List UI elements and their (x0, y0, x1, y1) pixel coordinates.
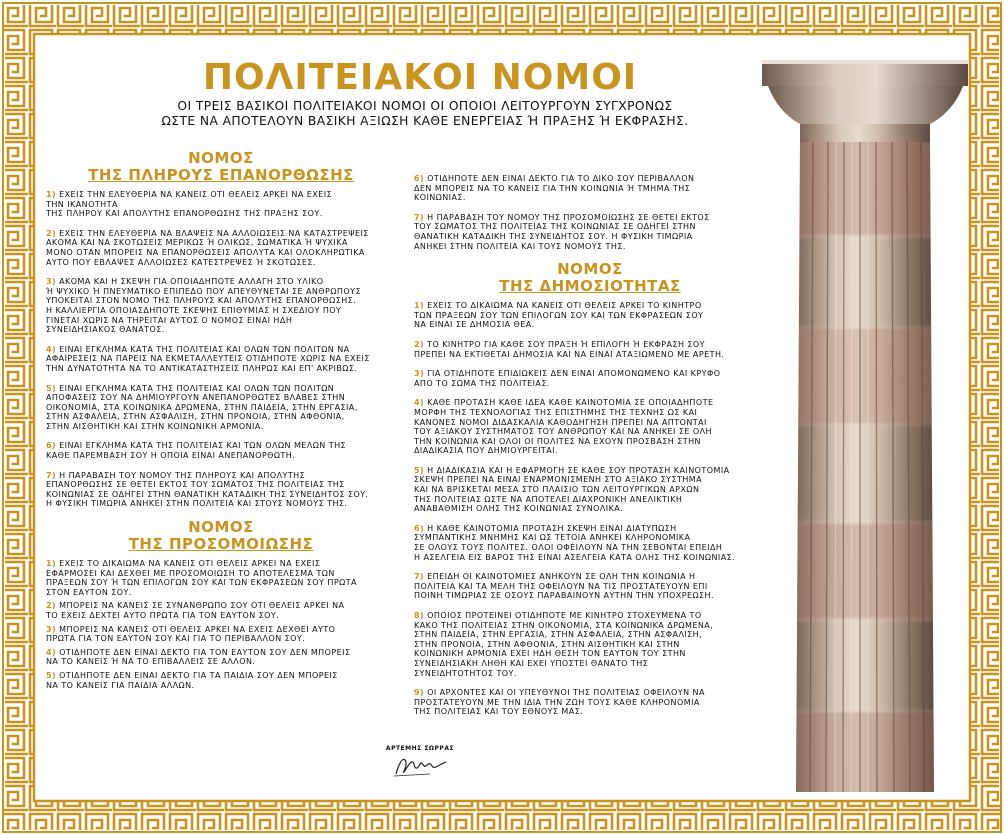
law-text-line: ΠΟΛΙΤΕΙΑ ΚΑΙ ΤΑ ΜΕΛΗ ΤΗΣ ΟΦΕΙΛΟΥΝ ΝΑ ΤΙΣ ΠΡΟΣΤΑΤΕΥΟΥΝ ΕΠΙ (414, 581, 708, 591)
law-text-line: ΚΟΙΝΩΝΙΑΣ ΣΕ ΟΔΗΓΕΙ ΣΤΗΝ ΘΑΝΑΤΙΚΗ ΚΑΤΑΔΙΚΗ ΤΗΣ ΣΥΝΕΙΔΗΤΟΣ ΣΟΥ. (46, 489, 369, 499)
law-text-line: ΠΡΕΠΕΙ ΝΑ ΕΚΤΙΘΕΤΑΙ ΔΗΜΟΣΙΑ ΚΑΙ ΝΑ ΕΙΝΑΙ ΑΤΑΞΙΩΜΕΝΟ ΜΕ ΑΡΕΤΗ. (414, 349, 725, 359)
law-number: 2) (46, 228, 57, 238)
law-text-line (414, 174, 766, 184)
law-number: 7) (46, 470, 57, 480)
law-number: 1) (46, 190, 57, 199)
law-text-line: ΟΙΚΟΝΟΜΙΑ, ΣΤΑ ΚΟΙΝΩΝΙΚΑ ΔΡΩΜΕΝΑ, ΣΤΗΝ ΠΑΙΔΕΙΑ, ΣΤΗΝ ΕΡΓΑΣΙΑ, (46, 402, 358, 412)
law-text-line (46, 277, 396, 287)
law-text: ΟΤΙΔΗΠΟΤΕ ΔΕΝ ΕΙΝΑΙ ΔΕΚΤΟ ΓΙΑ ΤΟΝ ΕΑΥΤΟΝ ΣΟΥ ΔΕΝ ΜΠΟΡΕΙΣ (59, 647, 351, 657)
law-list (46, 559, 396, 690)
section-heading-full-restoration (46, 150, 396, 184)
law-text-line: ΜΟΝΟ ΟΤΑΝ ΜΠΟΡΕΙΣ ΝΑ ΕΠΑΝΟΡΘΩΣΕΙΣ ΑΠΟΛΥΤΑ ΚΑΙ ΟΛΟΚΛΗΡΩΤΙΚΑ (46, 247, 365, 257)
law-item (46, 190, 396, 219)
law-text-line: ΓΙΝΕΤΑΙ ΧΩΡΙΣ ΝΑ ΤΗΡΕΙΤΑΙ ΑΥΤΟΣ Ο ΝΟΜΟΣ ΕΙΝΑΙ ΗΔΗ (46, 315, 293, 325)
law-number: 5) (46, 383, 57, 393)
law-text-line: ΤΗΣ ΠΛΗΡΟΥ ΚΑΙ ΑΠΟΛΥΤΗΣ ΕΠΑΝΟΡΘΩΣΗΣ ΤΗΣ ΠΡΑΞΗΣ ΣΟΥ. (46, 209, 323, 219)
law-text-line (46, 345, 396, 355)
law-text-line: ΤΗΣ ΠΟΛΙΤΕΙΑΣ ΚΑΙ ΤΟΥ ΕΘΝΟΥΣ ΜΑΣ. (414, 707, 584, 717)
law-text-line: ΤΗΝ ΔΥΝΑΤΟΤΗΤΑ ΝΑ ΤΟ ΑΝΤΙΚΑΤΑΣΤΗΣΕΙΣ ΠΛΗΡΩΣ ΚΑΙ ΕΠ' ΑΚΡΙΒΩΣ. (46, 363, 358, 373)
law-list (46, 190, 396, 509)
section-heading-publicity (414, 261, 766, 295)
law-text-line: ΤΗΝ ΙΚΑΝΟΤΗΤΑ (46, 199, 118, 209)
law-text: Η ΠΑΡΑΒΑΣΗ ΤΟΥ ΝΟΜΟΥ ΤΗΣ ΠΡΟΣΟΜΟΙΩΣΗΣ ΣΕ ΘΕΤΕΙ ΕΚΤΟΣ (427, 212, 710, 222)
handwritten-signature-icon (390, 752, 450, 780)
law-number: 6) (414, 523, 425, 533)
law-text-line (46, 671, 396, 681)
law-number: 4) (46, 647, 57, 657)
law-text-line: ΣΤΟΝ ΕΑΥΤΟΝ ΣΟΥ. (46, 587, 132, 597)
law-text-line: ΣΥΜΠΑΝΤΙΚΗΣ ΜΝΗΜΗΣ ΚΑΙ ΩΣ ΤΕΤΟΙΑ ΑΝΗΚΕΙ ΚΛΗΡΟΝΟΜΙΚΑ (414, 533, 691, 543)
law-item (414, 174, 766, 203)
law-text-line: ΠΟΙΝΗ ΤΙΜΩΡΙΑΣ ΣΕ ΟΣΟΥΣ ΠΑΡΑΒΑΙΝΟΥΝ ΑΥΤΗΝ ΤΗΝ ΥΠΟΧΡΕΩΣΗ. (414, 591, 715, 601)
law-text-line: ΣΥΝΕΙΔΗΣΙΑΚΟΣ ΘΑΝΑΤΟΣ. (46, 325, 165, 335)
law-item (414, 466, 766, 514)
law-text-line (46, 601, 396, 611)
law-number: 3) (46, 624, 57, 634)
law-text-line (414, 688, 766, 698)
law-text: ΓΙΑ ΟΤΙΔΗΠΟΤΕ ΕΠΙΔΙΩΚΕΙΣ ΔΕΝ ΕΙΝΑΙ ΑΠΟΜΟΝΩΜΕΝΟ ΚΑΙ ΚΡΥΦΟ (427, 369, 721, 379)
doric-column-image (758, 50, 973, 792)
law-item (414, 524, 766, 562)
law-text: ΕΧΕΙΣ ΤΗΝ ΕΛΕΥΘΕΡΙΑ ΝΑ ΒΛΑΨΕΙΣ ΝΑ ΑΛΛΟΙΩΣΕΙΣ ΝΑ ΚΑΤΑΣΤΡΕΨΕΙΣ (59, 228, 369, 238)
law-number: 5) (46, 670, 57, 680)
law-text-line: ΑΠΟ ΤΟ ΣΩΜΑ ΤΗΣ ΠΟΛΙΤΕΙΑΣ. (414, 378, 550, 388)
law-text-line: ΚΟΙΝΩΝΙΑΣ. (414, 193, 466, 203)
law-text: ΕΧΕΙΣ ΤΟ ΔΙΚΑΙΩΜΑ ΝΑ ΚΑΝΕΙΣ ΟΤΙ ΘΕΛΕΙΣ ΑΡΚΕΙ ΝΑ ΕΧΕΙΣ (59, 559, 321, 569)
law-text: ΕΙΝΑΙ ΕΓΚΛΗΜΑ ΚΑΤΑ ΤΗΣ ΠΟΛΙΤΕΙΑΣ ΚΑΙ ΟΛΩΝ ΤΩΝ ΠΟΛΙΤΩΝ (59, 383, 335, 393)
law-number: 6) (414, 174, 425, 183)
law-item (414, 572, 766, 601)
law-text-line: ΑΚΟΜΑ ΚΑΙ ΝΑ ΣΚΟΤΩΣΕΙΣ ΜΕΡΙΚΩΣ Ή ΟΛΙΚΩΣ, ΣΩΜΑΤΙΚΑ Ή ΨΥΧΙΚΑ (46, 238, 348, 248)
law-text-line: ΠΡΑΞΕΩΝ ΣΟΥ Ή ΤΩΝ ΕΠΙΛΟΓΩΝ ΣΟΥ ΚΑΙ ΤΩΝ ΕΚΦΡΑΣΕΩΝ ΣΟΥ ΠΡΩΤΑ (46, 578, 357, 588)
section-heading-simulation (46, 519, 396, 553)
law-text-line: ΤΟΥ ΣΩΜΑΤΟΣ ΤΗΣ ΠΟΛΙΤΕΙΑΣ ΤΗΣ ΚΟΙΝΩΝΙΑΣ ΣΕ ΟΔΗΓΕΙ ΣΤΗΝ (414, 222, 696, 232)
law-list (414, 301, 766, 717)
law-item (46, 277, 396, 335)
law-text-line: ΣΥΝΕΙΔΗΤΟΤΗΤΟΣ ΤΟΥ. (414, 668, 517, 678)
law-text-line (46, 190, 396, 200)
law-text: Η ΚΑΘΕ ΚΑΙΝΟΤΟΜΙΑ ΠΡΟΤΑΣΗ ΣΚΕΨΗ ΕΙΝΑΙ ΔΙΑΤΥΠΩΣΗ (427, 523, 677, 533)
law-item (414, 369, 766, 388)
law-text-line (46, 471, 396, 481)
law-text-line: ΝΑ ΕΙΝΑΙ ΣΕ ΔΗΜΟΣΙΑ ΘΕΑ. (414, 320, 535, 330)
law-text-line (414, 369, 766, 379)
section-subtitle: ΤΗΣ ΠΛΗΡΟΥΣ ΕΠΑΝΟΡΘΩΣΗΣ (88, 166, 354, 184)
law-item (46, 229, 396, 267)
law-number: 9) (414, 688, 425, 698)
law-text-line: ΑΠΟΦΑΣΕΙΣ ΣΟΥ ΝΑ ΔΗΜΙΟΥΡΓΟΥΝ ΑΝΕΠΑΝΟΡΘΩΤΕΣ ΒΛΑΒΕΣ ΣΤΗΝ (46, 393, 346, 403)
section-title: ΝΟΜΟΣ (188, 149, 254, 167)
law-item (46, 625, 396, 644)
law-text-line (46, 384, 396, 394)
law-text-line: ΚΑΚΟ ΤΗΣ ΠΟΛΙΤΕΙΑΣ ΣΤΗΝ ΟΙΚΟΝΟΜΙΑ, ΣΤΑ ΚΟΙΝΩΝΙΚΑ ΔΡΩΜΕΝΑ, (414, 620, 714, 630)
law-number: 2) (414, 339, 425, 349)
law-text-line (414, 213, 766, 223)
law-text-line: ΝΑ ΤΟ ΚΑΝΕΙΣ ΓΙΑ ΠΑΙΔΙΑ ΑΛΛΩΝ. (46, 680, 195, 690)
law-text-line (414, 572, 766, 582)
law-text-line (414, 524, 766, 534)
law-text: ΟΤΙΔΗΠΟΤΕ ΔΕΝ ΕΙΝΑΙ ΔΕΚΤΟ ΓΙΑ ΤΟ ΔΙΚΟ ΣΟΥ ΠΕΡΙΒΑΛΛΟΝ (427, 174, 695, 183)
page-subtitle (120, 99, 730, 129)
law-number: 7) (414, 212, 425, 222)
law-text-line (414, 398, 766, 408)
law-text-line: ΔΙΑΔΙΚΑΣΙΑ ΠΟΥ ΔΗΜΙΟΥΡΓΕΙΤΑΙ. (414, 446, 558, 456)
law-text-line: ΑΦΑΙΡΕΣΕΙΣ ΝΑ ΠΑΡΕΙΣ ΝΑ ΕΚΜΕΤΑΛΛΕΥΤΕΙΣ ΟΤΙΔΗΠΟΤΕ ΧΩΡΙΣ ΝΑ ΕΧΕΙΣ (46, 354, 370, 364)
law-item (414, 340, 766, 359)
law-number: 8) (414, 611, 425, 620)
law-text-line: ΕΠΑΝΟΡΘΩΣΗΣ ΣΕ ΘΕΤΕΙ ΕΚΤΟΣ ΤΟΥ ΣΩΜΑΤΟΣ ΤΗΣ ΠΟΛΙΤΕΙΑΣ ΤΗΣ (46, 480, 345, 490)
law-text-line: ΜΟΡΦΗ ΤΗΣ ΤΕΧΝΟΛΟΓΙΑΣ ΤΗΣ ΕΠΙΣΤΗΜΗΣ ΤΗΣ ΤΕΧΝΗΣ ΩΣ ΚΑΙ (414, 407, 698, 417)
law-text-line: ΤΟ ΕΧΕΙΣ ΔΕΧΤΕΙ ΑΥΤΟ ΠΡΩΤΑ ΓΙΑ ΤΟΝ ΕΑΥΤΟΝ ΣΟΥ. (46, 611, 280, 620)
law-number: 1) (414, 301, 425, 311)
law-text-line (46, 625, 396, 635)
law-text: Η ΠΑΡΑΒΑΣΗ ΤΟΥ ΝΟΜΟΥ ΤΗΣ ΠΛΗΡΟΥΣ ΚΑΙ ΑΠΟΛΥΤΗΣ (59, 470, 306, 480)
law-text-line: Ή ΨΥΧΙΚΟ Ή ΠΝΕΥΜΑΤΙΚΟ ΕΠΙΠΕΔΟ ΠΟΥ ΑΠΕΥΘΥΝΕΤΑΙ ΣΕ ΑΝΘΡΩΠΟΥΣ (46, 286, 361, 296)
law-text-line (46, 229, 396, 239)
subtitle-line: ΟΙ ΤΡΕΙΣ ΒΑΣΙΚΟΙ ΠΟΛΙΤΕΙΑΚΟΙ ΝΟΜΟΙ ΟΙ ΟΠΟΙΟΙ ΛΕΙΤΟΥΡΓΟΥΝ ΣΥΓΧΡΟΝΩΣ (177, 99, 673, 113)
law-number: 3) (46, 277, 57, 287)
law-text-line (414, 611, 766, 621)
law-text: ΟΙ ΑΡΧΟΝΤΕΣ ΚΑΙ ΟΙ ΥΠΕΥΘΥΝΟΙ ΤΗΣ ΠΟΛΙΤΕΙΑΣ ΟΦΕΙΛΟΥΝ ΝΑ (427, 688, 705, 698)
law-number: 4) (46, 344, 57, 354)
law-text: ΕΠΕΙΔΗ ΟΙ ΚΑΙΝΟΤΟΜΙΕΣ ΑΝΗΚΟΥΝ ΣΕ ΟΛΗ ΤΗΝ ΚΟΙΝΩΝΙΑ Η (427, 572, 696, 582)
law-text: ΟΤΙΔΗΠΟΤΕ ΔΕΝ ΕΙΝΑΙ ΔΕΚΤΟ ΓΙΑ ΤΑ ΠΑΙΔΙΑ ΣΟΥ ΔΕΝ ΜΠΟΡΕΙΣ (59, 670, 338, 680)
law-number: 4) (414, 398, 425, 408)
law-number: 7) (414, 572, 425, 582)
law-number: 5) (414, 465, 425, 475)
law-item (414, 398, 766, 456)
law-text: Η ΔΙΑΔΙΚΑΣΙΑ ΚΑΙ Η ΕΦΑΡΜΟΓΗ ΣΕ ΚΑΘΕ ΣΟΥ ΠΡΟΤΑΣΗ ΚΑΙΝΟΤΟΜΙΑ (427, 465, 730, 475)
law-number: 1) (46, 559, 57, 569)
law-text-line: ΑΥΤΟ ΠΟΥ ΕΒΛΑΨΕΣ ΑΛΛΟΙΩΣΕΣ ΚΑΤΕΣΤΡΕΨΕΣ Ή ΣΚΟΤΩΣΕΣ. (46, 257, 316, 267)
section-subtitle: ΤΗΣ ΠΡΟΣΟΜΟΙΩΣΗΣ (128, 535, 314, 554)
law-text-line: ΚΑΝΟΝΕΣ ΝΟΜΟΙ ΔΙΔΑΣΚΑΛΙΑ ΚΑΘΟΔΗΓΗΣΗ ΠΡΕΠΕΙ ΝΑ ΑΠΤΟΝΤΑΙ (414, 417, 707, 427)
law-text-line: Η ΦΥΣΙΚΗ ΤΙΜΩΡΙΑ ΑΝΗΚΕΙ ΣΤΗΝ ΠΟΛΙΤΕΙΑ ΚΑΙ ΣΤΟΥΣ ΝΟΜΟΥΣ ΤΗΣ. (46, 499, 348, 509)
law-text-line: ΝΑ ΤΟ ΚΑΝΕΙΣ Ή ΝΑ ΤΟ ΕΠΙΒΑΛΛΕΙΣ ΣΕ ΑΛΛΟΝ. (46, 657, 256, 667)
law-text-line: ΣΚΕΨΗ ΠΡΕΠΕΙ ΝΑ ΕΙΝΑΙ ΕΝΑΡΜΟΝΙΣΜΕΝΗ ΣΤΟ ΑΞΙΑΚΟ ΣΥΣΤΗΜΑ (414, 475, 703, 485)
law-text-line: ΤΗΝ ΚΟΙΝΩΝΙΑ ΚΑΙ ΟΛΟΙ ΟΙ ΠΟΛΙΤΕΣ ΝΑ ΕΧΟΥΝ ΠΡΟΣΒΑΣΗ ΣΤΗΝ (414, 436, 701, 446)
law-text-line: ΣΥΝΕΙΔΗΣΙΑΚΗ ΛΗΘΗ ΚΑΙ ΕΧΕΙ ΥΠΟΣΤΕΙ ΘΑΝΑΤΟ ΤΗΣ (414, 658, 649, 668)
law-text-line: ΚΑΙ ΝΑ ΒΡΙΣΚΕΤΑΙ ΜΕΣΑ ΣΤΟ ΠΛΑΙΣΙΟ ΤΩΝ ΛΕΙΤΟΥΡΓΙΚΩΝ ΑΡΧΩΝ (414, 485, 700, 495)
law-text-line: ΣΤΗΝ ΑΣΦΑΛΕΙΑ, ΣΤΗΝ ΑΣΦΑΛΙΣΗ, ΣΤΗΝ ΠΡΟΝΟΙΑ, ΣΤΗΝ ΑΦΘΟΝΙΑ, (46, 412, 345, 422)
law-text-line: ΤΩΝ ΠΡΑΞΕΩΝ ΣΟΥ ΤΩΝ ΕΠΙΛΟΓΩΝ ΣΟΥ ΚΑΙ ΤΩΝ ΕΚΦΡΑΣΕΩΝ ΣΟΥ (414, 310, 704, 320)
law-item (46, 601, 396, 620)
law-text-line: Η ΚΑΛΛΙΕΡΓΙΑ ΟΠΟΙΑΣΔΗΠΟΤΕ ΣΚΕΨΗΣ ΕΠΙΘΥΜΙΑΣ Η ΣΧΕΔΙΟΥ ΠΟΥ (46, 305, 342, 315)
law-text-line: ΠΡΟΣΤΑΤΕΥΟΥΝ ΜΕ ΤΗΝ ΙΔΙΑ ΤΗΝ ΖΩΗ ΤΟΥΣ ΚΑΘΕ ΚΛΗΡΟΝΟΜΙΑ (414, 697, 700, 707)
law-text-line: ΣΤΗΝ ΠΡΟΝΟΙΑ, ΣΤΗΝ ΑΦΘΟΝΙΑ, ΣΤΗΝ ΑΙΣΘΗΤΙΚΗ ΚΑΙ ΣΤΗΝ (414, 639, 680, 649)
law-text-line (46, 441, 396, 451)
law-item (46, 559, 396, 597)
law-number: 2) (46, 601, 57, 611)
signature-block (380, 745, 460, 784)
law-text: ΕΧΕΙΣ ΤΟ ΔΙΚΑΙΩΜΑ ΝΑ ΚΑΝΕΙΣ ΟΤΙ ΘΕΛΕΙΣ ΑΡΚΕΙ ΤΟ ΚΙΝΗΤΡΟ (427, 301, 702, 311)
page-title: ΠΟΛΙΤΕΙΑΚΟΙ ΝΟΜΟΙ (202, 57, 638, 98)
law-text: ΤΟ ΚΙΝΗΤΡΟ ΓΙΑ ΚΑΘΕ ΣΟΥ ΠΡΑΞΗ Ή ΕΠΙΛΟΓΗ Ή ΕΚΦΡΑΣΗ ΣΟΥ (427, 339, 705, 349)
law-text: ΚΑΘΕ ΠΡΟΤΑΣΗ ΚΑΘΕ ΙΔΕΑ ΚΑΘΕ ΚΑΙΝΟΤΟΜΙΑ ΣΕ ΟΠΟΙΑΔΗΠΟΤΕ (427, 398, 714, 408)
law-text-line (46, 648, 396, 658)
law-number: 3) (414, 369, 425, 379)
law-text: ΕΙΝΑΙ ΕΓΚΛΗΜΑ ΚΑΤΑ ΤΗΣ ΠΟΛΙΤΕΙΑΣ ΚΑΙ ΟΛΩΝ ΤΩΝ ΠΟΛΙΤΩΝ ΝΑ (59, 344, 350, 354)
section-subtitle: ΤΗΣ ΔΗΜΟΣΙΟΤΗΤΑΣ (499, 277, 681, 296)
law-text: ΕΙΝΑΙ ΕΓΚΛΗΜΑ ΚΑΤΑ ΤΗΣ ΠΟΛΙΤΕΙΑΣ ΚΑΙ ΤΩΝ ΟΛΩΝ ΜΕΛΩΝ ΤΗΣ (59, 441, 347, 451)
left-column (46, 150, 396, 694)
law-text-line: Η ΑΣΕΛΓΕΙΑ ΕΙΣ ΒΑΡΟΣ ΤΗΣ ΕΙΝΑΙ ΑΣΕΛΓΕΙΑ ΚΑΤΑ ΟΛΗΣ ΤΗΣ ΚΟΙΝΩΝΙΑΣ. (414, 552, 736, 562)
law-item (414, 611, 766, 678)
law-item (46, 471, 396, 509)
law-text-line: ΚΑΘΕ ΠΑΡΕΜΒΑΣΗ ΣΟΥ Η ΟΠΟΙΑ ΕΙΝΑΙ ΑΝΕΠΑΝΟΡΘΩΤΗ. (46, 451, 296, 461)
right-column (414, 174, 766, 727)
law-item (46, 671, 396, 690)
law-text: ΟΠΟΙΟΣ ΠΡΟΤΕΙΝΕΙ ΟΤΙΔΗΠΟΤΕ ΜΕ ΚΙΝΗΤΡΟ ΣΤΟΧΕΥΜΕΝΑ ΤΟ (427, 611, 702, 620)
law-text-line: ΣΤΗΝ ΠΑΙΔΕΙΑ, ΣΤΗΝ ΕΡΓΑΣΙΑ, ΣΤΗΝ ΑΣΦΑΛΕΙΑ, ΣΤΗΝ ΑΣΦΑΛΙΣΗ, (414, 630, 703, 640)
law-text-line: ΕΦΑΡΜΟΣΕΙ ΚΑΙ ΔΕΧΘΕΙ ΜΕ ΠΡΟΣΟΜΟΙΩΣΗ ΤΟ ΑΠΟΤΕΛΕΣΜΑ ΤΩΝ (46, 568, 335, 578)
law-text-line: ΘΑΝΑΤΙΚΗ ΚΑΤΑΔΙΚΗ ΤΗΣ ΣΥΝΕΙΔΗΤΟΣ ΣΟΥ. Η ΦΥΣΙΚΗ ΤΙΜΩΡΙΑ (414, 231, 693, 241)
law-text-line: ΤΗΣ ΠΟΛΙΤΕΙΑΣ ΩΣΤΕ ΝΑ ΑΠΟΤΕΛΕΙ ΔΙΑΧΡΟΝΙΚΗ ΑΝΕΛΙΚΤΙΚΗ (414, 494, 683, 504)
law-text: ΕΧΕΙΣ ΤΗΝ ΕΛΕΥΘΕΡΙΑ ΝΑ ΚΑΝΕΙΣ ΟΤΙ ΘΕΛΕΙΣ ΑΡΚΕΙ ΝΑ ΕΧΕΙΣ (59, 190, 333, 199)
law-text-line (414, 340, 766, 350)
law-text-line: ΤΟΥ ΑΞΙΑΚΟΥ ΣΥΣΤΗΜΑΤΟΣ ΤΟΥ ΑΝΘΡΩΠΟΥ ΚΑΙ ΝΑ ΑΝΗΚΕΙ ΣΕ ΟΛΗ (414, 427, 712, 437)
law-item (414, 213, 766, 251)
law-text-line (414, 301, 766, 311)
law-item (46, 345, 396, 374)
law-text-line: ΣΤΗΝ ΑΙΣΘΗΤΙΚΗ ΚΑΙ ΣΤΗΝ ΚΟΙΝΩΝΙΚΗ ΑΡΜΟΝΙΑ. (46, 421, 264, 431)
law-text: ΜΠΟΡΕΙΣ ΝΑ ΚΑΝΕΙΣ ΣΕ ΣΥΝΑΝΘΡΩΠΟ ΣΟΥ ΟΤΙ ΘΕΛΕΙΣ ΑΡΚΕΙ ΝΑ (59, 601, 345, 611)
law-number: 6) (46, 441, 57, 451)
subtitle-line: ΩΣΤΕ ΝΑ ΑΠΟΤΕΛΟΥΝ ΒΑΣΙΚΗ ΑΞΙΩΣΗ ΚΑΘΕ ΕΝΕΡΓΕΙΑΣ Ή ΠΡΑΞΗΣ Ή ΕΚΦΡΑΣΗΣ. (161, 114, 689, 128)
law-text: ΑΚΟΜΑ ΚΑΙ Η ΣΚΕΨΗ ΓΙΑ ΟΠΟΙΑΔΗΠΟΤΕ ΑΛΛΑΓΗ ΣΤΟ ΥΛΙΚΟ (59, 277, 324, 287)
law-text-line: ΥΠΟΚΕΙΤΑΙ ΣΤΟΝ ΝΟΜΟ ΤΗΣ ΠΛΗΡΟΥΣ ΚΑΙ ΑΠΟΛΥΤΗΣ ΕΠΑΝΟΡΘΩΣΗΣ. (46, 296, 357, 306)
law-text-line: ΔΕΝ ΜΠΟΡΕΙΣ ΝΑ ΤΟ ΚΑΝΕΙΣ ΓΙΑ ΤΗΝ ΚΟΙΝΩΝΙΑ Ή ΤΜΗΜΑ ΤΗΣ (414, 183, 691, 193)
law-text-line (46, 559, 396, 569)
law-list (414, 174, 766, 251)
law-text-line: ΠΡΩΤΑ ΓΙΑ ΤΟΝ ΕΑΥΤΟΝ ΣΟΥ ΚΑΙ ΓΙΑ ΤΟ ΠΕΡΙΒΑΛΛΟΝ ΣΟΥ. (46, 634, 306, 644)
law-item (46, 441, 396, 460)
law-text-line: ΑΝΑΒΑΘΜΙΣΗ ΟΛΗΣ ΤΗΣ ΚΟΙΝΩΝΙΑΣ ΣΥΝΟΛΙΚΑ. (414, 504, 624, 514)
law-text-line: ΚΟΙΝΩΝΙΚΗ ΑΡΜΟΝΙΑ ΕΧΕΙ ΗΔΗ ΘΕΣΗ ΤΟΝ ΕΑΥΤΟΝ ΤΟΥ ΣΤΗΝ (414, 649, 686, 659)
section-title: ΝΟΜΟΣ (557, 260, 623, 279)
section-title: ΝΟΜΟΣ (188, 518, 254, 537)
law-item (414, 301, 766, 330)
law-text: ΜΠΟΡΕΙΣ ΝΑ ΚΑΝΕΙΣ ΟΤΙ ΘΕΛΕΙΣ ΑΡΚΕΙ ΝΑ ΕΧΕΙΣ ΔΕΧΘΕΙ ΑΥΤΟ (59, 624, 336, 634)
law-text-line: ΑΝΗΚΕΙ ΣΤΗΝ ΠΟΛΙΤΕΙΑ ΚΑΙ ΤΟΥΣ ΝΟΜΟΥΣ ΤΗΣ. (414, 241, 626, 251)
law-text-line (414, 466, 766, 476)
law-item (46, 384, 396, 432)
law-text-line: ΣΕ ΟΛΟΥΣ ΤΟΥΣ ΠΟΛΙΤΕΣ. ΟΛΟΙ ΟΦΕΙΛΟΥΝ ΝΑ ΤΗΝ ΣΕΒΟΝΤΑΙ ΕΠΕΙΔΗ (414, 543, 723, 553)
law-item (414, 688, 766, 717)
signature-name: ΑΡΤΕΜΗΣ ΣΩΡΡΑΣ (385, 745, 455, 752)
law-item (46, 648, 396, 667)
